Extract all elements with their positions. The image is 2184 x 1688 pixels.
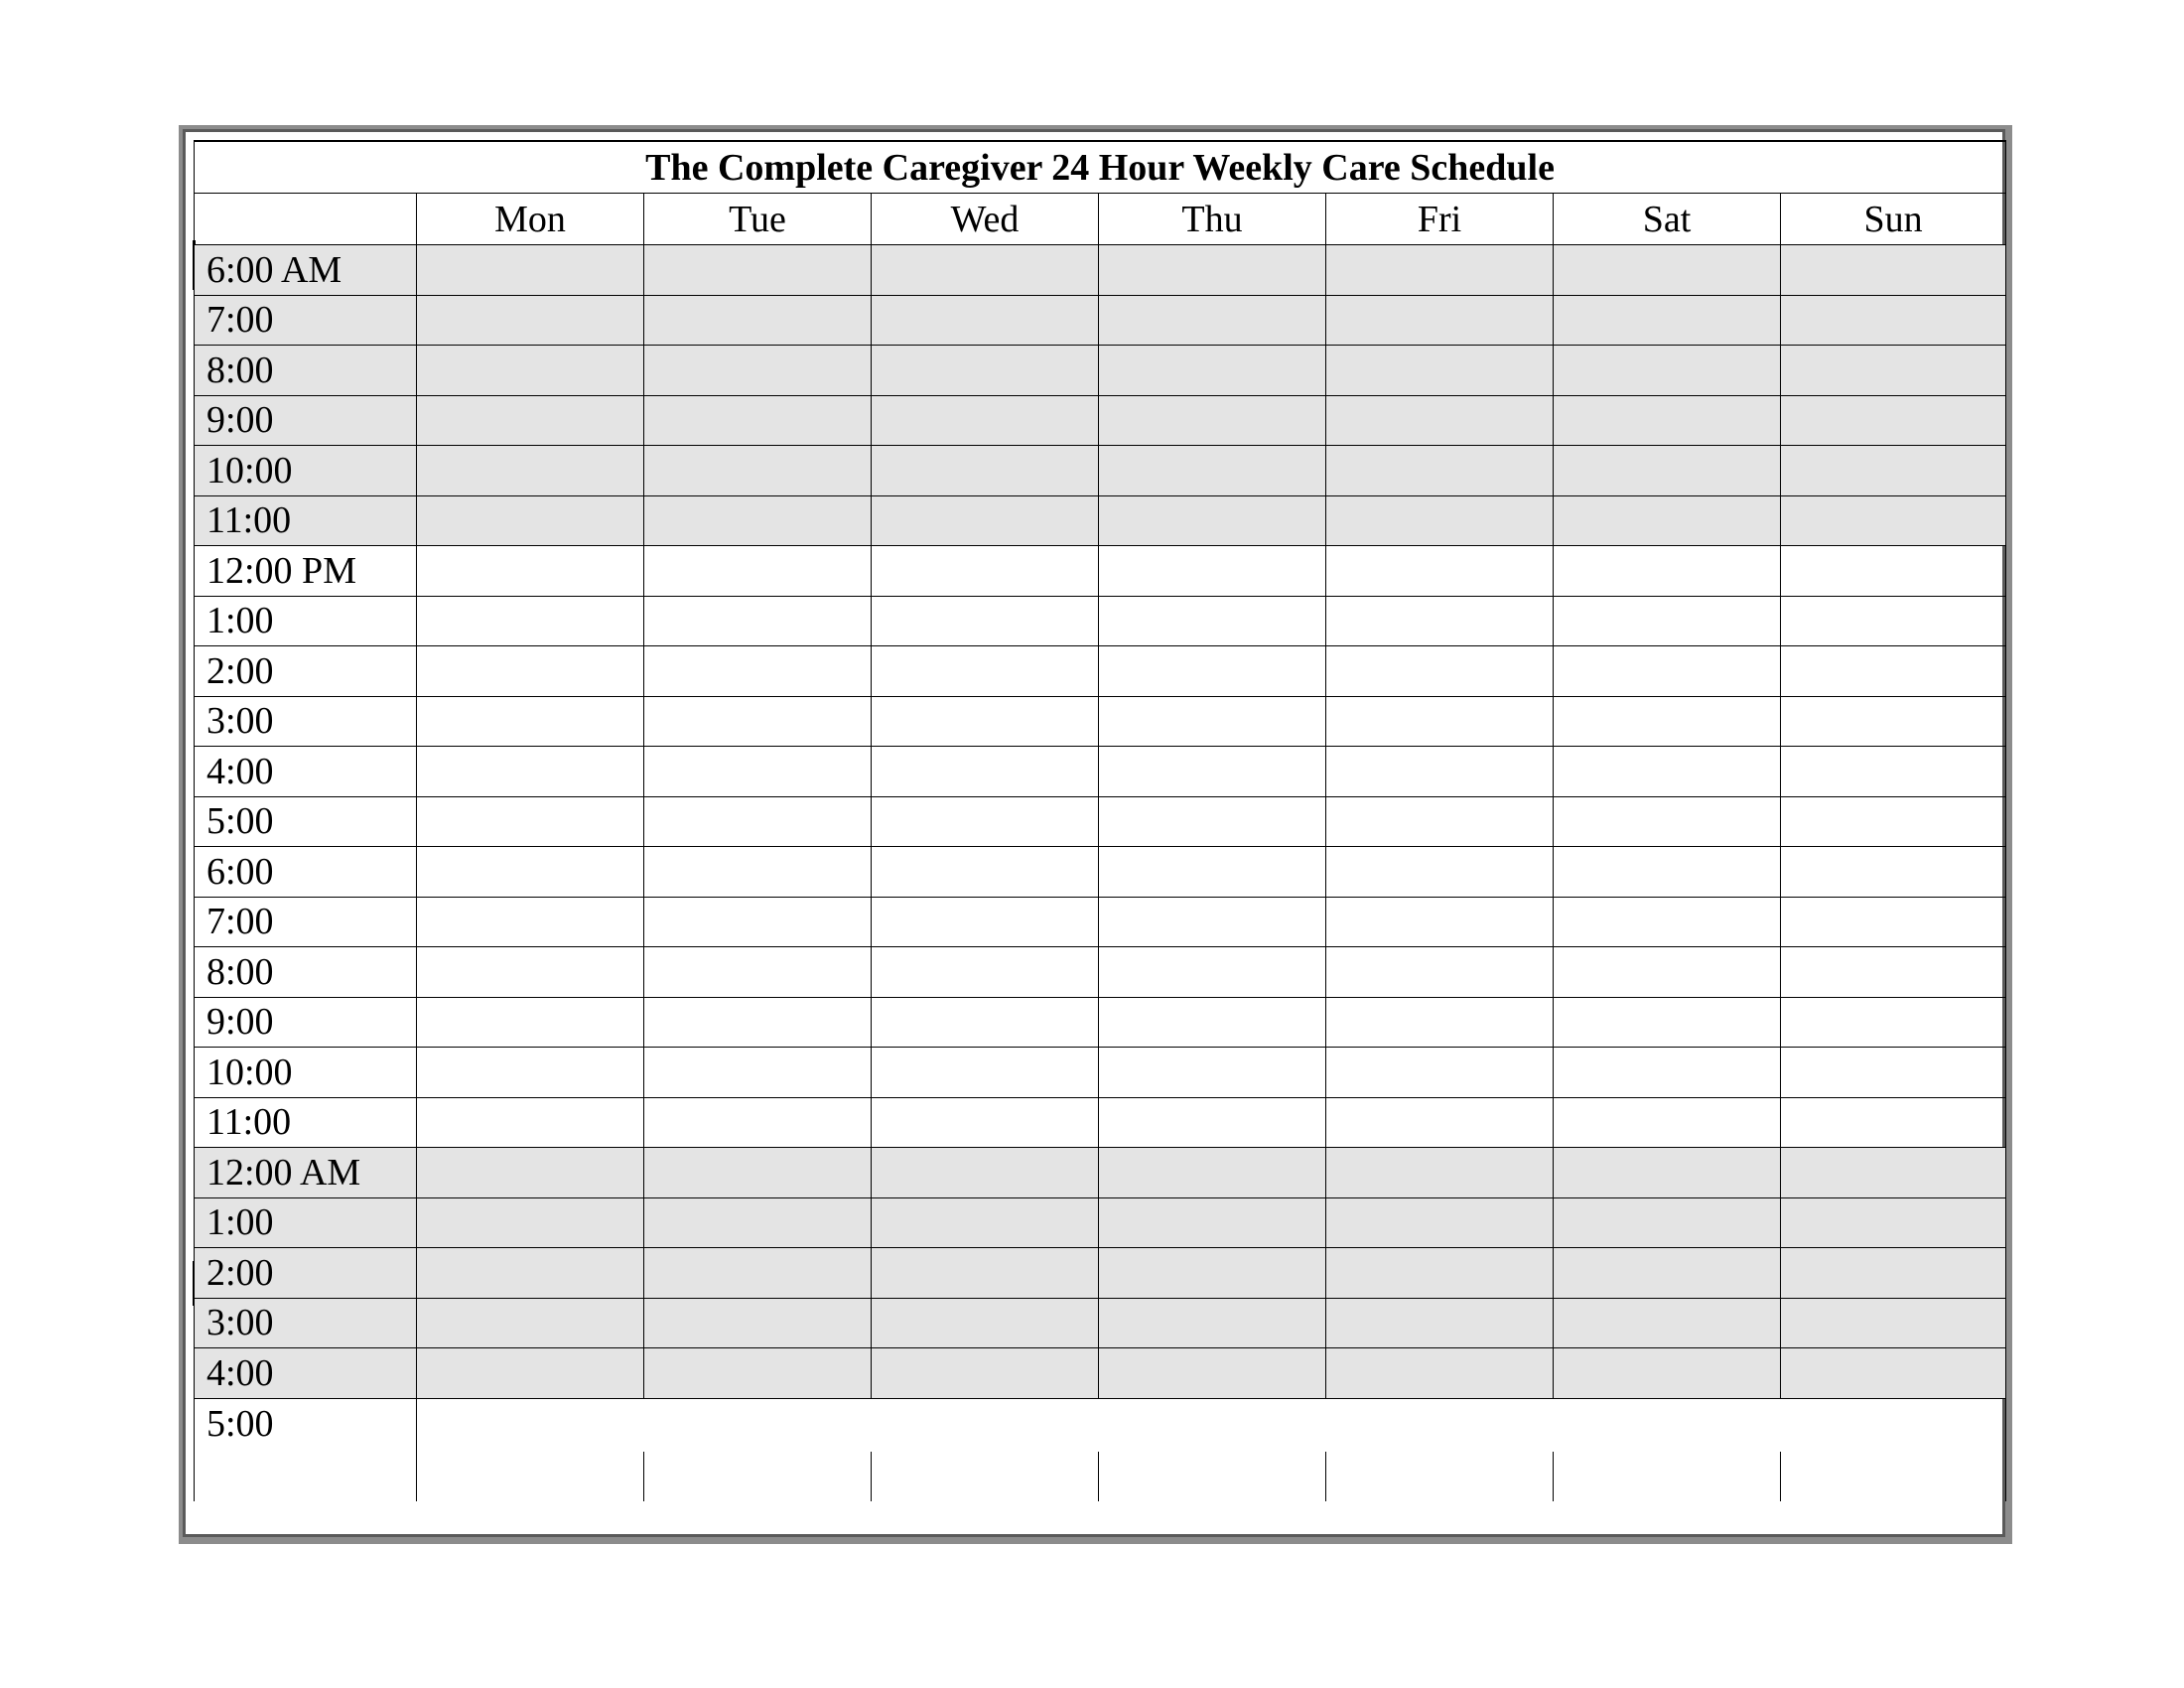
schedule-cell-mon[interactable]	[417, 1048, 644, 1098]
schedule-cell-fri[interactable]	[1326, 495, 1554, 546]
time-label: 6:00 AM	[195, 245, 417, 296]
hour-row	[195, 596, 2006, 646]
time-label: 5:00	[195, 796, 417, 847]
day-header-thu: Thu	[1099, 194, 1326, 245]
schedule-cell-wed[interactable]	[872, 1197, 1099, 1248]
schedule-cell-sun[interactable]	[1781, 1197, 2006, 1248]
day-header-tue: Tue	[644, 194, 872, 245]
schedule-cell-thu[interactable]	[1099, 1048, 1326, 1098]
title-row	[195, 141, 2006, 194]
schedule-cell-mon[interactable]	[417, 395, 644, 446]
schedule-cell-fri[interactable]	[1326, 897, 1554, 947]
schedule-cell-sat[interactable]	[1554, 1048, 1781, 1098]
time-label: 6:00	[195, 847, 417, 898]
schedule-cell-mon[interactable]	[417, 847, 644, 898]
schedule-cell-tue[interactable]	[644, 1148, 872, 1198]
time-label: 9:00	[195, 997, 417, 1048]
weekly-care-schedule-table	[194, 140, 2006, 1501]
hour-row	[195, 997, 2006, 1048]
day-header-wed: Wed	[872, 194, 1099, 245]
schedule-cell-thu[interactable]	[1099, 747, 1326, 797]
schedule-cell-sun[interactable]	[1781, 646, 2006, 697]
schedule-cell-thu[interactable]	[1099, 646, 1326, 697]
footer-cell-sat[interactable]	[1554, 1452, 1781, 1501]
schedule-cell-sun[interactable]	[1781, 395, 2006, 446]
hour-row	[195, 897, 2006, 947]
schedule-cell-wed[interactable]	[872, 245, 1099, 296]
time-label: 7:00	[195, 897, 417, 947]
schedule-cell-mon[interactable]	[417, 747, 644, 797]
schedule-cell-sun[interactable]	[1781, 245, 2006, 296]
schedule-cell-tue[interactable]	[644, 646, 872, 697]
schedule-cell-fri[interactable]	[1326, 747, 1554, 797]
time-label: 9:00	[195, 395, 417, 446]
schedule-cell-sat[interactable]	[1554, 395, 1781, 446]
schedule-cell-sun[interactable]	[1781, 997, 2006, 1048]
schedule-cell-sun[interactable]	[1781, 446, 2006, 496]
schedule-cell-thu[interactable]	[1099, 997, 1326, 1048]
schedule-cell-tue[interactable]	[644, 1048, 872, 1098]
final-blank-area	[417, 1398, 2006, 1452]
schedule-cell-sun[interactable]	[1781, 495, 2006, 546]
time-label: 1:00	[195, 596, 417, 646]
schedule-cell-mon[interactable]	[417, 546, 644, 597]
time-label: 5:00	[195, 1398, 417, 1452]
schedule-cell-wed[interactable]	[872, 997, 1099, 1048]
hour-row	[195, 346, 2006, 396]
schedule-cell-tue[interactable]	[644, 596, 872, 646]
schedule-cell-wed[interactable]	[872, 1248, 1099, 1299]
schedule-cell-wed[interactable]	[872, 696, 1099, 747]
schedule-cell-tue[interactable]	[644, 1298, 872, 1348]
schedule-cell-mon[interactable]	[417, 696, 644, 747]
schedule-cell-fri[interactable]	[1326, 546, 1554, 597]
footer-cell-thu[interactable]	[1099, 1452, 1326, 1501]
schedule-cell-mon[interactable]	[417, 596, 644, 646]
hour-row	[195, 1197, 2006, 1248]
schedule-cell-tue[interactable]	[644, 446, 872, 496]
schedule-cell-thu[interactable]	[1099, 1248, 1326, 1299]
schedule-cell-tue[interactable]	[644, 696, 872, 747]
hour-row	[195, 245, 2006, 296]
hour-row	[195, 796, 2006, 847]
hour-row	[195, 1298, 2006, 1348]
schedule-cell-sat[interactable]	[1554, 596, 1781, 646]
schedule-cell-mon[interactable]	[417, 796, 644, 847]
final-rows	[195, 1398, 2006, 1501]
footer-row	[195, 1452, 2006, 1501]
schedule-cell-tue[interactable]	[644, 997, 872, 1048]
hour-row	[195, 1097, 2006, 1148]
schedule-cell-wed[interactable]	[872, 1298, 1099, 1348]
schedule-cell-sat[interactable]	[1554, 295, 1781, 346]
schedule-cell-tue[interactable]	[644, 947, 872, 998]
time-label: 11:00	[195, 495, 417, 546]
time-label: 8:00	[195, 346, 417, 396]
time-column-header	[195, 194, 417, 245]
hour-row	[195, 696, 2006, 747]
schedule-cell-sun[interactable]	[1781, 1248, 2006, 1299]
time-label: 7:00	[195, 295, 417, 346]
schedule-cell-sat[interactable]	[1554, 646, 1781, 697]
time-label: 3:00	[195, 696, 417, 747]
schedule-cell-tue[interactable]	[644, 897, 872, 947]
time-label: 11:00	[195, 1097, 417, 1148]
hour-row	[195, 546, 2006, 597]
schedule-cell-sat[interactable]	[1554, 696, 1781, 747]
schedule-cell-sun[interactable]	[1781, 1097, 2006, 1148]
schedule-cell-tue[interactable]	[644, 546, 872, 597]
schedule-cell-sat[interactable]	[1554, 346, 1781, 396]
schedule-cell-mon[interactable]	[417, 1148, 644, 1198]
schedule-cell-sun[interactable]	[1781, 346, 2006, 396]
hour-row	[195, 1348, 2006, 1399]
schedule-cell-thu[interactable]	[1099, 1148, 1326, 1198]
schedule-cell-mon[interactable]	[417, 346, 644, 396]
schedule-cell-sat[interactable]	[1554, 446, 1781, 496]
schedule-cell-thu[interactable]	[1099, 1298, 1326, 1348]
hour-row	[195, 847, 2006, 898]
schedule-cell-mon[interactable]	[417, 646, 644, 697]
schedule-cell-mon[interactable]	[417, 1348, 644, 1399]
hour-row	[195, 446, 2006, 496]
hour-rows	[195, 245, 2006, 1399]
schedule-cell-sat[interactable]	[1554, 546, 1781, 597]
hour-row	[195, 1248, 2006, 1299]
hour-row	[195, 1048, 2006, 1098]
hour-row	[195, 646, 2006, 697]
hour-row	[195, 395, 2006, 446]
schedule-cell-mon[interactable]	[417, 1197, 644, 1248]
schedule-cell-wed[interactable]	[872, 747, 1099, 797]
schedule-cell-wed[interactable]	[872, 495, 1099, 546]
schedule-cell-tue[interactable]	[644, 1097, 872, 1148]
schedule-cell-fri[interactable]	[1326, 1097, 1554, 1148]
schedule-cell-thu[interactable]	[1099, 446, 1326, 496]
schedule-cell-mon[interactable]	[417, 495, 644, 546]
schedule-cell-thu[interactable]	[1099, 346, 1326, 396]
hour-row	[195, 747, 2006, 797]
schedule-cell-thu[interactable]	[1099, 947, 1326, 998]
schedule-cell-mon[interactable]	[417, 295, 644, 346]
schedule-cell-sun[interactable]	[1781, 696, 2006, 747]
schedule-cell-fri[interactable]	[1326, 997, 1554, 1048]
schedule-cell-wed[interactable]	[872, 546, 1099, 597]
schedule-cell-sat[interactable]	[1554, 1348, 1781, 1399]
schedule-title: The Complete Caregiver 24 Hour Weekly Care Schedule	[195, 141, 2006, 194]
footer-cell-fri[interactable]	[1326, 1452, 1554, 1501]
schedule-cell-fri[interactable]	[1326, 1298, 1554, 1348]
time-label: 10:00	[195, 1048, 417, 1098]
schedule-cell-tue[interactable]	[644, 1197, 872, 1248]
schedule-cell-sun[interactable]	[1781, 897, 2006, 947]
day-header-sun: Sun	[1781, 194, 2006, 245]
schedule-cell-sun[interactable]	[1781, 1048, 2006, 1098]
schedule-cell-thu[interactable]	[1099, 546, 1326, 597]
schedule-cell-tue[interactable]	[644, 1248, 872, 1299]
schedule-cell-mon[interactable]	[417, 947, 644, 998]
footer-cell-wed[interactable]	[872, 1452, 1099, 1501]
schedule-cell-tue[interactable]	[644, 747, 872, 797]
schedule-cell-wed[interactable]	[872, 395, 1099, 446]
day-header-row	[195, 194, 2006, 245]
day-header-sat: Sat	[1554, 194, 1781, 245]
schedule-cell-sat[interactable]	[1554, 1197, 1781, 1248]
schedule-cell-fri[interactable]	[1326, 696, 1554, 747]
time-label: 10:00	[195, 446, 417, 496]
schedule-cell-sat[interactable]	[1554, 796, 1781, 847]
day-header-fri: Fri	[1326, 194, 1554, 245]
schedule-cell-thu[interactable]	[1099, 495, 1326, 546]
schedule-cell-sun[interactable]	[1781, 1348, 2006, 1399]
schedule-cell-sun[interactable]	[1781, 546, 2006, 597]
schedule-cell-fri[interactable]	[1326, 245, 1554, 296]
schedule-cell-wed[interactable]	[872, 646, 1099, 697]
day-header-mon: Mon	[417, 194, 644, 245]
schedule-cell-sat[interactable]	[1554, 1148, 1781, 1198]
time-label: 2:00	[195, 646, 417, 697]
footer-cell-tue[interactable]	[644, 1452, 872, 1501]
schedule-cell-mon[interactable]	[417, 245, 644, 296]
footer-cell-time	[195, 1452, 417, 1501]
schedule-cell-fri[interactable]	[1326, 596, 1554, 646]
footer-cell-mon[interactable]	[417, 1452, 644, 1501]
schedule-cell-fri[interactable]	[1326, 796, 1554, 847]
schedule-cell-tue[interactable]	[644, 346, 872, 396]
schedule-cell-wed[interactable]	[872, 1148, 1099, 1198]
schedule-cell-wed[interactable]	[872, 1048, 1099, 1098]
schedule-cell-thu[interactable]	[1099, 847, 1326, 898]
schedule-cell-sun[interactable]	[1781, 1298, 2006, 1348]
schedule-cell-sat[interactable]	[1554, 897, 1781, 947]
schedule-cell-fri[interactable]	[1326, 847, 1554, 898]
schedule-cell-sun[interactable]	[1781, 1148, 2006, 1198]
time-label: 3:00	[195, 1298, 417, 1348]
schedule-cell-sat[interactable]	[1554, 245, 1781, 296]
schedule-cell-sat[interactable]	[1554, 997, 1781, 1048]
schedule-cell-tue[interactable]	[644, 295, 872, 346]
schedule-cell-sun[interactable]	[1781, 847, 2006, 898]
schedule-cell-fri[interactable]	[1326, 1248, 1554, 1299]
time-label: 4:00	[195, 747, 417, 797]
time-label: 12:00 AM	[195, 1148, 417, 1198]
schedule-cell-sat[interactable]	[1554, 947, 1781, 998]
schedule-cell-wed[interactable]	[872, 446, 1099, 496]
schedule-cell-thu[interactable]	[1099, 596, 1326, 646]
hour-row	[195, 947, 2006, 998]
schedule-cell-sat[interactable]	[1554, 747, 1781, 797]
schedule-cell-fri[interactable]	[1326, 346, 1554, 396]
schedule-cell-wed[interactable]	[872, 295, 1099, 346]
schedule-cell-thu[interactable]	[1099, 1348, 1326, 1399]
schedule-cell-sat[interactable]	[1554, 847, 1781, 898]
time-label: 4:00	[195, 1348, 417, 1399]
schedule-cell-fri[interactable]	[1326, 1148, 1554, 1198]
schedule-cell-sat[interactable]	[1554, 1097, 1781, 1148]
schedule-cell-wed[interactable]	[872, 346, 1099, 396]
schedule-cell-mon[interactable]	[417, 997, 644, 1048]
schedule-cell-mon[interactable]	[417, 1248, 644, 1299]
footer-cell-sun[interactable]	[1781, 1452, 2006, 1501]
schedule-cell-fri[interactable]	[1326, 1048, 1554, 1098]
schedule-cell-tue[interactable]	[644, 796, 872, 847]
schedule-cell-sun[interactable]	[1781, 295, 2006, 346]
schedule-cell-thu[interactable]	[1099, 295, 1326, 346]
schedule-cell-thu[interactable]	[1099, 696, 1326, 747]
schedule-cell-wed[interactable]	[872, 897, 1099, 947]
schedule-cell-sat[interactable]	[1554, 1298, 1781, 1348]
schedule-cell-mon[interactable]	[417, 897, 644, 947]
schedule-cell-tue[interactable]	[644, 245, 872, 296]
time-label: 1:00	[195, 1197, 417, 1248]
time-label: 12:00 PM	[195, 546, 417, 597]
schedule-cell-wed[interactable]	[872, 596, 1099, 646]
schedule-cell-sun[interactable]	[1781, 596, 2006, 646]
schedule-cell-wed[interactable]	[872, 1348, 1099, 1399]
schedule-cell-sun[interactable]	[1781, 747, 2006, 797]
schedule-cell-fri[interactable]	[1326, 947, 1554, 998]
schedule-cell-thu[interactable]	[1099, 395, 1326, 446]
schedule-cell-wed[interactable]	[872, 847, 1099, 898]
schedule-cell-mon[interactable]	[417, 446, 644, 496]
schedule-cell-thu[interactable]	[1099, 897, 1326, 947]
schedule-cell-wed[interactable]	[872, 947, 1099, 998]
schedule-cell-tue[interactable]	[644, 395, 872, 446]
schedule-cell-fri[interactable]	[1326, 395, 1554, 446]
schedule-cell-thu[interactable]	[1099, 1097, 1326, 1148]
schedule-cell-fri[interactable]	[1326, 446, 1554, 496]
schedule-cell-fri[interactable]	[1326, 1348, 1554, 1399]
schedule-cell-tue[interactable]	[644, 495, 872, 546]
schedule-cell-thu[interactable]	[1099, 245, 1326, 296]
schedule-cell-fri[interactable]	[1326, 1197, 1554, 1248]
hour-row	[195, 1148, 2006, 1198]
hour-row	[195, 495, 2006, 546]
schedule-cell-wed[interactable]	[872, 796, 1099, 847]
hour-row	[195, 295, 2006, 346]
schedule-cell-sat[interactable]	[1554, 495, 1781, 546]
schedule-cell-thu[interactable]	[1099, 1197, 1326, 1248]
schedule-cell-fri[interactable]	[1326, 646, 1554, 697]
time-label: 2:00	[195, 1248, 417, 1299]
hour-row-final	[195, 1398, 2006, 1452]
schedule-cell-tue[interactable]	[644, 1348, 872, 1399]
schedule-cell-thu[interactable]	[1099, 796, 1326, 847]
schedule-cell-sat[interactable]	[1554, 1248, 1781, 1299]
schedule-cell-fri[interactable]	[1326, 295, 1554, 346]
schedule-cell-wed[interactable]	[872, 1097, 1099, 1148]
schedule-frame	[179, 125, 2012, 1544]
schedule-cell-sun[interactable]	[1781, 796, 2006, 847]
schedule-cell-mon[interactable]	[417, 1298, 644, 1348]
schedule-cell-mon[interactable]	[417, 1097, 644, 1148]
time-label: 8:00	[195, 947, 417, 998]
schedule-cell-sun[interactable]	[1781, 947, 2006, 998]
schedule-cell-tue[interactable]	[644, 847, 872, 898]
